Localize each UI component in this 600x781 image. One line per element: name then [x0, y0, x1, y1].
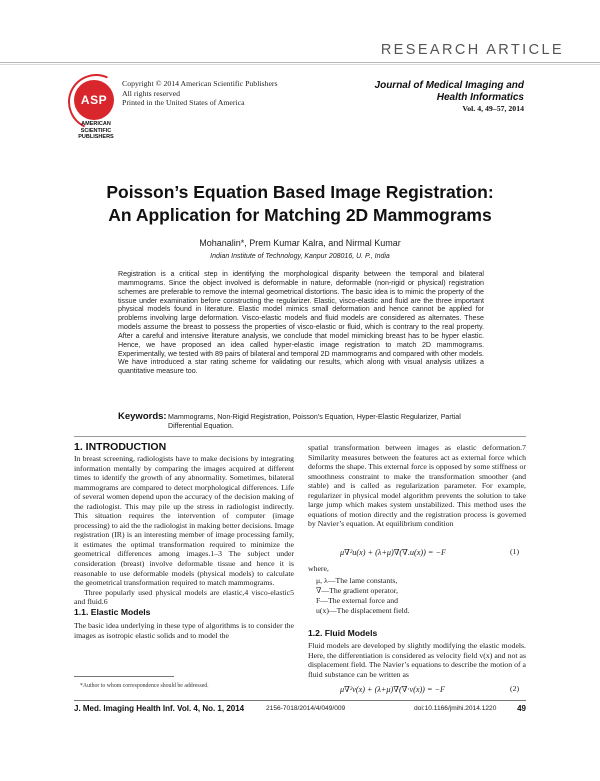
elastic-heading: 1.1. Elastic Models — [74, 607, 151, 617]
where-label: where, — [308, 564, 329, 573]
footer-doi[interactable]: doi:10.1166/jmihi.2014.1220 — [414, 705, 497, 712]
footer-rule — [74, 700, 526, 701]
footer-citation: J. Med. Imaging Health Inf. Vol. 4, No. 1, 2014 — [74, 704, 245, 713]
section-divider — [74, 436, 526, 437]
keywords: Mammograms, Non-Rigid Registration, Poisson’s Equation, Hyper-Elastic Regularizer, Partial Differential Equation. — [168, 413, 461, 430]
copyright-block — [122, 79, 278, 108]
footnote: *Author to whom correspondence should be addressed. — [80, 683, 209, 689]
equation-1-number: (1) — [510, 547, 520, 556]
keywords-label: Keywords: — [118, 411, 167, 422]
equation-2-number: (2) — [510, 684, 520, 693]
intro-heading: 1. INTRODUCTION — [74, 441, 167, 453]
intro-body — [74, 454, 294, 607]
definition-item: u(x)—The displacement field. — [316, 606, 410, 615]
publisher-name: AMERICAN SCIENTIFIC PUBLISHERS — [78, 121, 114, 140]
fluid-paragraph: Fluid models are developed by slightly modifying the elastic models. Here, the differentiation is considered as velocity field v(x) and not as displacement field. The Navier’s equations to describe the motion of a fluid substance can be written as — [308, 641, 526, 679]
equation-2: μ∇²v(x) + (λ+μ)∇(∇·v(x)) = −F — [340, 685, 446, 694]
definition-item: μ, λ—The lame constants, — [316, 576, 398, 585]
authors: Mohanalin*, Prem Kumar Kalra, and Nirmal Kumar — [199, 238, 401, 248]
header-rule — [0, 62, 600, 63]
volume-info: Vol. 4, 49–57, 2014 — [462, 104, 524, 113]
right-paragraph-1: spatial transformation between images as elastic deformation.7 Similarity measures between the features act as external force which deforms the shape. This external force is opposed by some stiffness or smoothness constraint to make the transformation smoother (and stable) and is called as regularization parameter. For example, regularizer in physical model algorithm prevents the solution to take large jump which makes system unstabilized. This method uses the equations of motion directly and the registration process is governed by Navier’s equation. At equilibrium condition — [308, 443, 526, 529]
page-number: 49 — [517, 704, 526, 713]
footnote-rule — [74, 676, 174, 677]
logo-text: ASP — [80, 93, 108, 107]
printed-line: Printed in the United States of America — [122, 98, 245, 107]
elastic-paragraph: The basic idea underlying in these type of algorithms is to consider the images as isotropic elastic solids and to model the — [74, 621, 294, 640]
equation-1: μ∇²u(x) + (λ+μ)∇(∇.u(x)) = −F — [340, 548, 446, 557]
intro-paragraph-1: In breast screening, radiologists have to make decisions by integrating information mentally by comparing the images acquired at different times to identify the growth of any abnormality. Sometimes, bilateral mammograms are compared to detect morphological differences. Life of several women depend upon the accuracy of the decision making of the radiologist. This may pile up the stress in radiologist indirectly. This situation requires the intervention of computer (image processing) to aid the the radiologist in making better decisions. Image registration (IR) is an interesting member of image processing family, it estimates the optimal transformation required to minimize the geometrical differences among images.1–3 The subject under consideration (breast) involve deformable tissue and hence it is reasonable to use deformable models (physical models) to calculate the geometrical transformation required to match mammograms. — [74, 454, 294, 588]
definition-item: ∇—The gradient operator, — [316, 586, 398, 595]
copyright-line: Copyright © 2014 American Scientific Publishers — [122, 79, 278, 88]
section-label: RESEARCH ARTICLE — [380, 42, 564, 58]
fluid-heading: 1.2. Fluid Models — [308, 628, 378, 638]
title-line-2: An Application for Matching 2D Mammograms — [108, 205, 492, 225]
definition-item: F—The external force and — [316, 596, 398, 605]
rights-line: All rights reserved — [122, 88, 181, 98]
journal-name: Journal of Medical Imaging and Health Informatics — [374, 80, 524, 103]
article-title — [0, 181, 600, 227]
intro-paragraph-2: Three popularly used physical models are elastic,4 visco-elastic5 and fluid.6 — [74, 587, 294, 607]
abstract: Registration is a critical step in identifying the morphological disparity between the temporal and bilateral mammograms. Since the object involved is deformable in nature, deformable (non-rigid or physical) registration schemes are preferable to remove the internal geometrical distortions. The basic idea is to mimic the property of the tissue under examination before constructing the regularizer. Elastic, visco-elastic and fluid are the three important physical models found in literature. Elastic model mimics small deformation and hence cannot be applied for problems involving large deformation. Visco-elastic models and fluid models are considered as alternates. These models assume the breast to possess the properties of visco-elastic or fluid, which is contrary to the real property. After a careful and intensive literature analysis, we conclude that model mimicking breast has to be hyper elastic. Hence, we have proposed an idea called hyper-elastic image registration to match 2D mammograms. Experimentally, we tested with 89 pairs of bilateral and temporal 2D mammograms and compared with other models. We have introduced a star rating scheme for validating our results, which along with visual analysis utilizes a quantitative measure too. — [118, 270, 484, 376]
affiliation: Indian Institute of Technology, Kanpur 208016, U. P., India — [210, 253, 390, 260]
definitions-list — [316, 576, 410, 616]
footer-issn: 2156-7018/2014/4/049/009 — [266, 705, 346, 712]
title-line-1: Poisson’s Equation Based Image Registration: — [106, 182, 494, 202]
header-rule-secondary — [0, 64, 600, 65]
